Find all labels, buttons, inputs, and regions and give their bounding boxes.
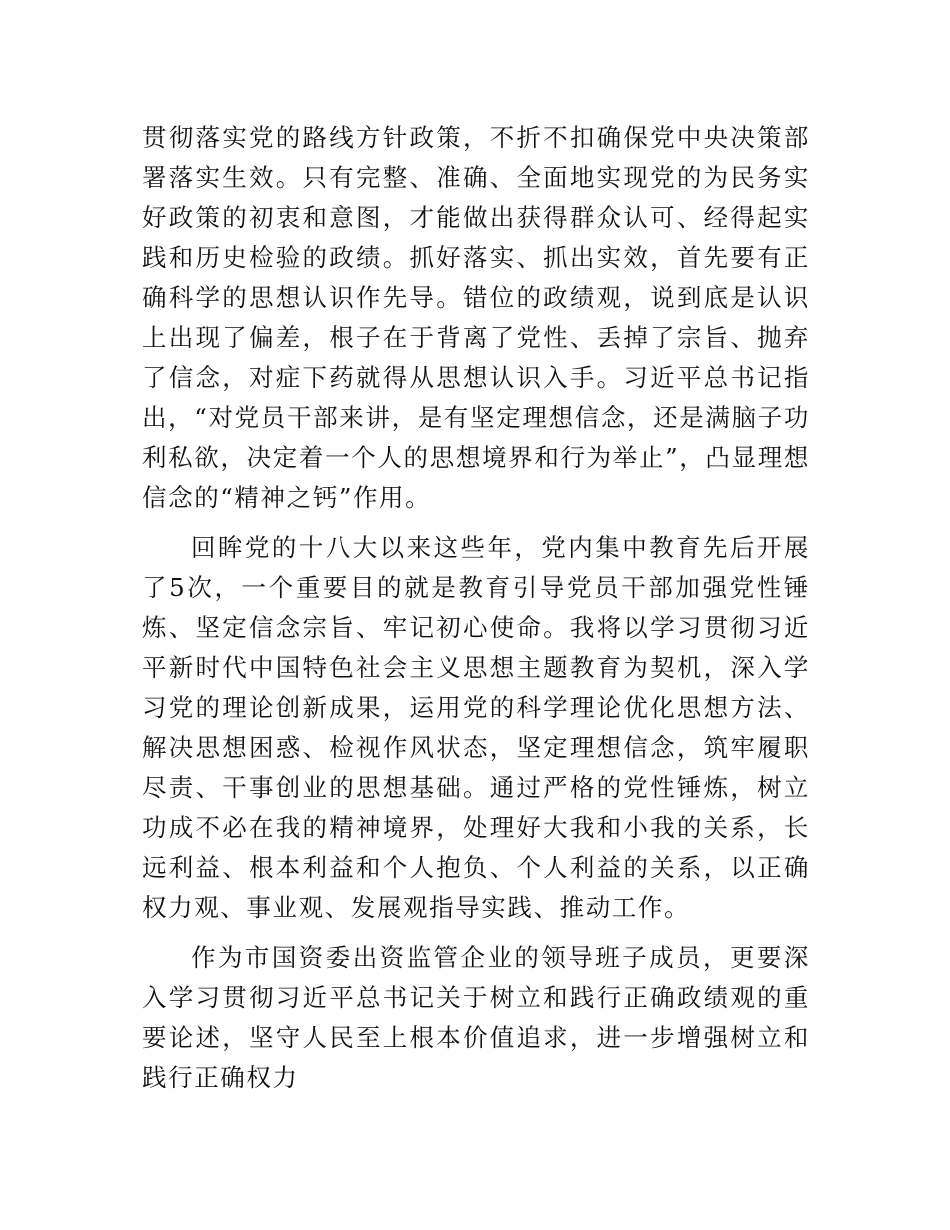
paragraph-3: 作为市国资委出资监管企业的领导班子成员，更要深入学习贯彻习近平总书记关于树立和践行正确政绩观的重要论述，坚守人民至上根本价值追求，进一步增强树立和践行正确权力 (142, 943, 810, 1092)
paragraph-1: 贯彻落实党的路线方针政策，不折不扣确保党中央决策部署落实生效。只有完整、准确、全面地实现党的为民务实好政策的初衷和意图，才能做出获得群众认可、经得起实践和历史检验的政绩。抓好落实、抓出实效，首先要有正确科学的思想认识作先导。错位的政绩观，说到底是认识上出现了偏差，根子在于背离了党性、丢掉了宗旨、抛弃了信念，对症下药就得从思想认识入手。习近平总书记指出，“对党员干部来讲，是有坚定理想信念，还是满脑子功利私欲，决定着一个人的思想境界和行为举止”，凸显理想信念的“精神之钙”作用。 (142, 123, 810, 512)
document-body (142, 118, 810, 1098)
paragraph-2: 回眸党的十八大以来这些年，党内集中教育先后开展了5次，一个重要目的就是教育引导党员干部加强党性锤炼、坚定信念宗旨、牢记初心使命。我将以学习贯彻习近平新时代中国特色社会主义思想主题教育为契机，深入学习党的理论创新成果，运用党的科学理论优化思想方法、解决思想困惑、检视作风状态，坚定理想信念，筑牢履职尽责、干事创业的思想基础。通过严格的党性锤炼，树立功成不必在我的精神境界，处理好大我和小我的关系，长远利益、根本利益和个人抱负、个人利益的关系，以正确权力观、事业观、发展观指导实践、推动工作。 (142, 533, 810, 922)
